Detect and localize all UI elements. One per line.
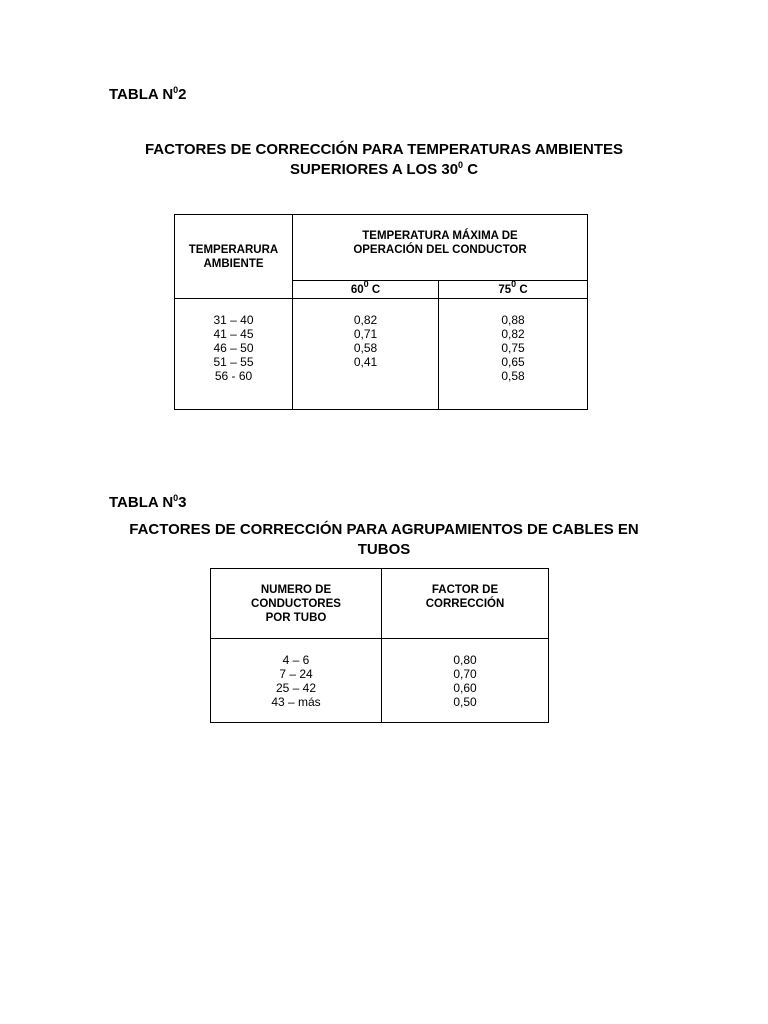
factor-cell: 0,80 xyxy=(453,653,477,667)
header-factor-line2: CORRECCIÓN xyxy=(425,598,505,610)
header-factor-correccion xyxy=(382,583,548,611)
header-temperatura-maxima xyxy=(293,229,587,257)
header-60-sup: 0 xyxy=(363,279,369,289)
header-75-unit: C xyxy=(516,284,528,296)
header-60-unit: C xyxy=(368,284,381,296)
tabla3-title-line2: TUBOS xyxy=(357,541,411,558)
value-cell: 0,58 xyxy=(501,369,525,383)
table-divider-row1 xyxy=(292,280,588,281)
value-cell: 0,82 xyxy=(501,327,525,341)
header-num-line1: NUMERO DE xyxy=(260,584,332,596)
header-ambient-line2: AMBIENTE xyxy=(203,258,264,270)
range-cell: 7 – 24 xyxy=(279,667,313,681)
table-border-bottom xyxy=(174,409,588,410)
value-cell: 0,88 xyxy=(501,313,525,327)
range-cell: 51 – 55 xyxy=(213,355,254,369)
tabla2-label-sup: 0 xyxy=(173,85,179,95)
tabla2-title-line2-pre: SUPERIORES A LOS 30 xyxy=(289,161,459,178)
range-cell: 56 - 60 xyxy=(214,369,253,383)
range-cell: 43 – más xyxy=(271,695,321,709)
header-temperatura-ambiente xyxy=(175,243,292,271)
tabla3-label xyxy=(109,494,187,511)
factor-cell: 0,60 xyxy=(453,681,477,695)
factor-cell: 0,70 xyxy=(453,667,477,681)
header-ambient-line1: TEMPERARURA xyxy=(188,244,279,256)
tabla3-label-num: 3 xyxy=(178,494,187,511)
table-divider-row xyxy=(210,638,549,639)
header-max-line1: TEMPERATURA MÁXIMA DE xyxy=(362,230,518,242)
value-cell: 0,58 xyxy=(353,341,378,355)
factor-values xyxy=(382,653,548,709)
conductor-ranges xyxy=(211,653,381,709)
value-cell: 0,82 xyxy=(353,313,378,327)
table-border-top xyxy=(210,568,549,569)
values-60c xyxy=(293,313,438,369)
tabla2-title-line2-post: C xyxy=(463,161,479,178)
header-75-sup: 0 xyxy=(511,279,517,289)
table-border-bottom xyxy=(210,722,549,723)
table-border-top xyxy=(174,214,588,215)
tabla3-label-text: TABLA N xyxy=(109,494,174,511)
header-60-num: 60 xyxy=(350,284,364,296)
header-60c xyxy=(293,279,438,297)
table-border-right xyxy=(548,568,549,723)
tabla2-title-line1: FACTORES DE CORRECCIÓN PARA TEMPERATURAS AMBIENTES xyxy=(144,141,624,158)
value-cell: 0,75 xyxy=(501,341,525,355)
header-num-line3: POR TUBO xyxy=(265,612,327,624)
range-cell: 46 – 50 xyxy=(213,341,254,355)
factor-cell: 0,50 xyxy=(453,695,477,709)
range-cell: 25 – 42 xyxy=(275,681,317,695)
tabla2-label-num: 2 xyxy=(178,86,187,103)
tabla2-label-text: TABLA N xyxy=(109,86,174,103)
tabla3-title xyxy=(84,520,684,560)
range-cell: 4 – 6 xyxy=(282,653,310,667)
tabla2-label xyxy=(109,86,187,103)
table-divider-row2 xyxy=(174,298,588,299)
tabla2-title-line2-sup: 0 xyxy=(458,160,464,170)
header-75c xyxy=(439,279,587,297)
header-numero-conductores xyxy=(211,583,381,625)
tabla2-title xyxy=(100,140,668,180)
value-cell: 0,71 xyxy=(353,327,378,341)
value-cell: 0,65 xyxy=(501,355,525,369)
ambient-ranges xyxy=(175,313,292,383)
values-75c xyxy=(439,313,587,383)
tabla3-title-line1: FACTORES DE CORRECCIÓN PARA AGRUPAMIENTOS DE CABLES EN xyxy=(129,521,639,538)
header-num-line2: CONDUCTORES xyxy=(251,598,341,610)
header-75-num: 75 xyxy=(498,284,512,296)
tabla2-title-line2 xyxy=(100,160,668,180)
header-factor-line1: FACTOR DE xyxy=(431,584,499,596)
tabla3-label-sup: 0 xyxy=(173,493,179,503)
header-max-line2: OPERACIÓN DEL CONDUCTOR xyxy=(353,244,527,256)
range-cell: 41 – 45 xyxy=(213,327,254,341)
value-cell: 0,41 xyxy=(353,355,378,369)
range-cell: 31 – 40 xyxy=(213,313,254,327)
table-border-right xyxy=(587,214,588,410)
